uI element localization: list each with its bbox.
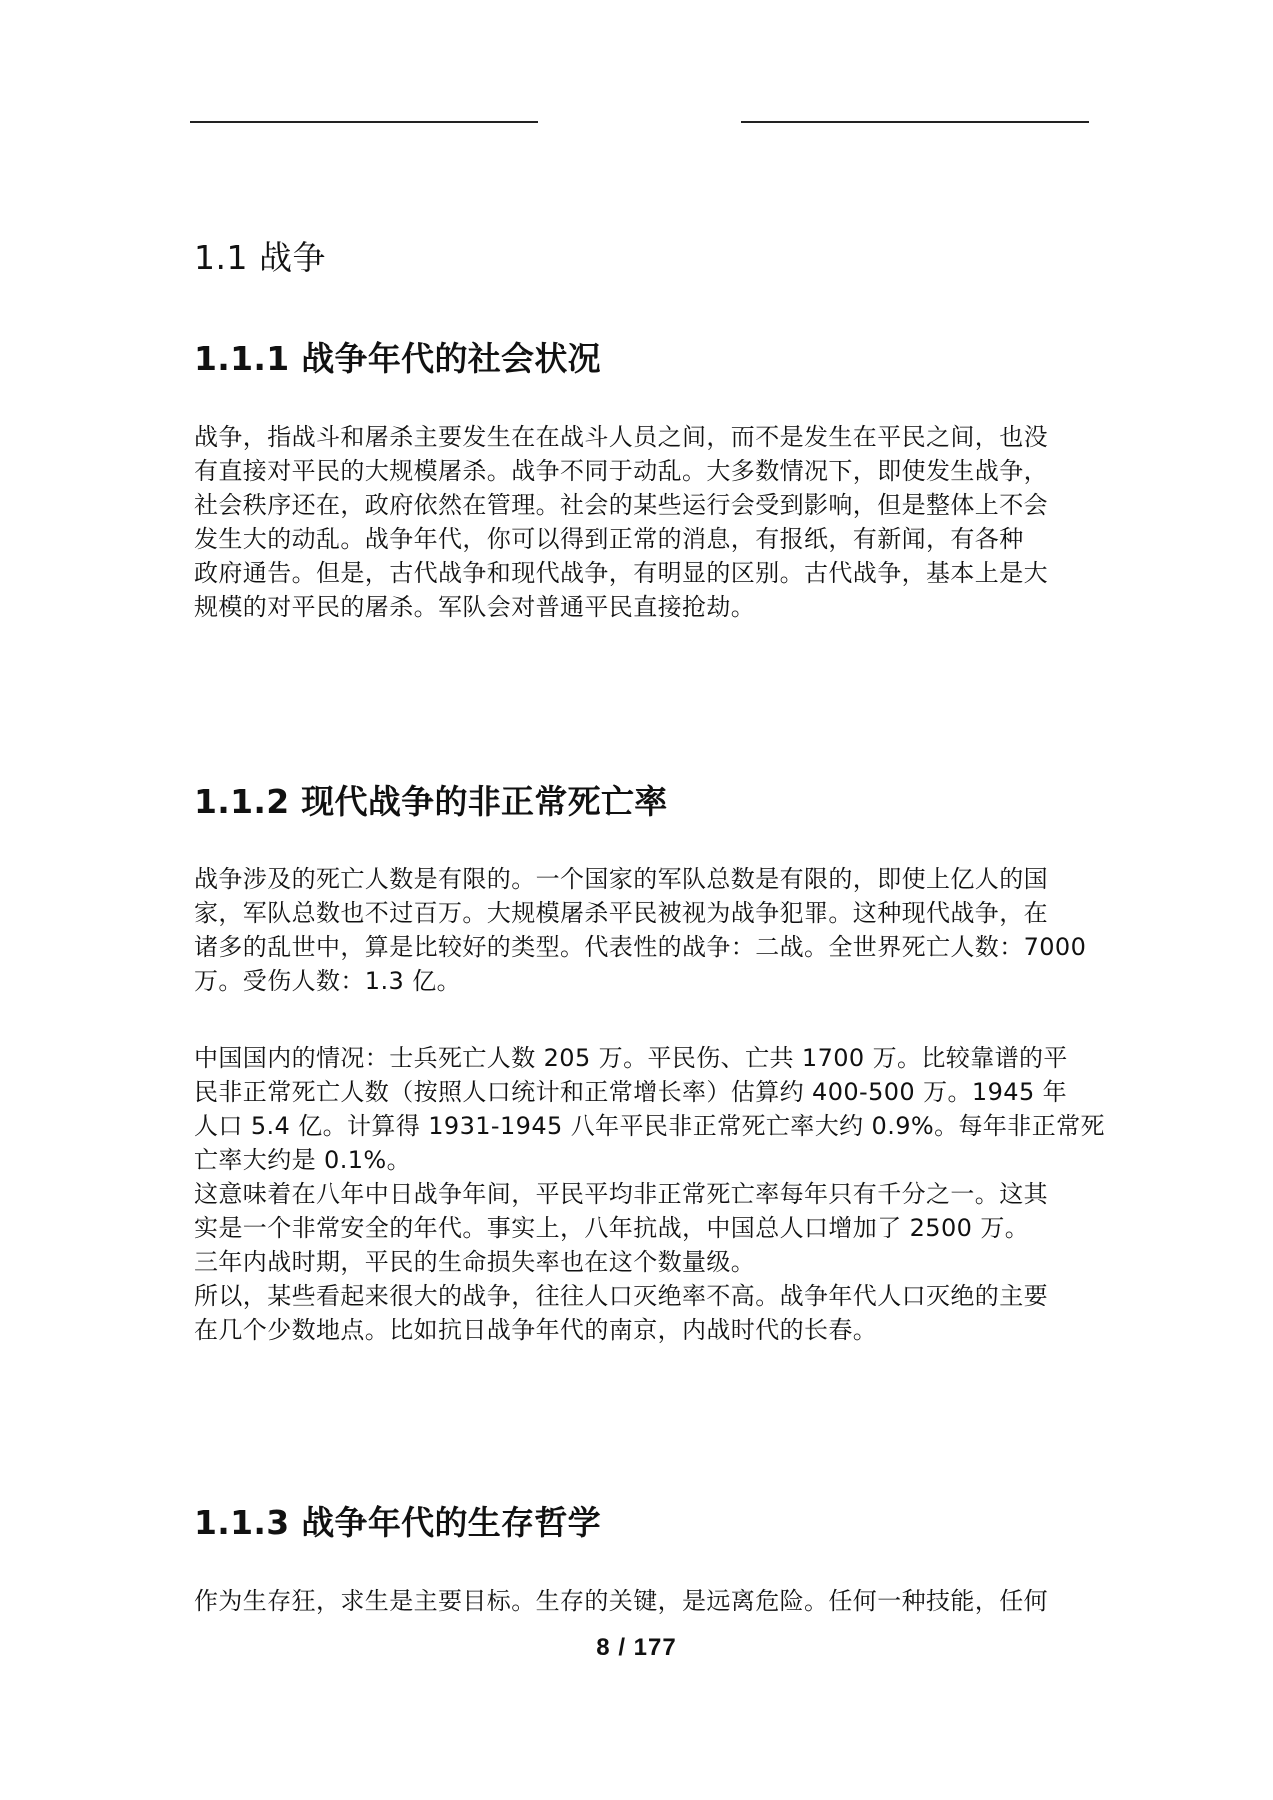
- text-line: 发生大的动乱。战争年代，你可以得到正常的消息，有报纸，有新闻，有各种: [194, 525, 1024, 553]
- header-rule-right: [741, 121, 1089, 123]
- text-line: 有直接对平民的大规模屠杀。战争不同于动乱。大多数情况下，即使发生战争，: [194, 457, 1048, 485]
- text-line: 所以，某些看起来很大的战争，往往人口灭绝率不高。战争年代人口灭绝的主要: [194, 1282, 1048, 1310]
- text-line: 诸多的乱世中，算是比较好的类型。代表性的战争：二战。全世界死亡人数：7000: [194, 933, 1087, 961]
- text-line: 万。受伤人数：1.3 亿。: [194, 967, 461, 995]
- text-line: 中国国内的情况：士兵死亡人数 205 万。平民伤、亡共 1700 万。比较靠谱的平: [194, 1044, 1068, 1072]
- text-line: 规模的对平民的屠杀。军队会对普通平民直接抢劫。: [194, 593, 756, 621]
- text-line: 实是一个非常安全的年代。事实上，八年抗战，中国总人口增加了 2500 万。: [194, 1214, 1030, 1242]
- subsection-title-1-1-1: 1.1.1 战争年代的社会状况: [194, 339, 601, 378]
- page-number: 8 / 177: [596, 1634, 677, 1661]
- text-line: 家，军队总数也不过百万。大规模屠杀平民被视为战争犯罪。这种现代战争，在: [194, 899, 1048, 927]
- subsection-title-1-1-3: 1.1.3 战争年代的生存哲学: [194, 1503, 601, 1542]
- subsection-title-1-1-2: 1.1.2 现代战争的非正常死亡率: [194, 782, 668, 821]
- text-line: 战争涉及的死亡人数是有限的。一个国家的军队总数是有限的，即使上亿人的国: [194, 865, 1048, 893]
- text-line: 社会秩序还在，政府依然在管理。社会的某些运行会受到影响，但是整体上不会: [194, 491, 1048, 519]
- text-line: 亡率大约是 0.1%。: [194, 1146, 412, 1174]
- section-title: 1.1 战争: [194, 238, 326, 277]
- paragraph-1-1-2-b: [194, 1041, 1105, 1347]
- text-line: 这意味着在八年中日战争年间，平民平均非正常死亡率每年只有千分之一。这其: [194, 1180, 1048, 1208]
- paragraph-1-1-1: [194, 420, 1090, 624]
- paragraph-1-1-3: [194, 1584, 1090, 1618]
- text-line: 政府通告。但是，古代战争和现代战争，有明显的区别。古代战争，基本上是大: [194, 559, 1048, 587]
- paragraph-1-1-2-a: [194, 862, 1090, 998]
- header-rule-left: [190, 121, 538, 123]
- text-line: 战争，指战斗和屠杀主要发生在在战斗人员之间，而不是发生在平民之间，也没: [194, 423, 1048, 451]
- text-line: 民非正常死亡人数（按照人口统计和正常增长率）估算约 400-500 万。1945 年: [194, 1078, 1068, 1106]
- text-line: 三年内战时期，平民的生命损失率也在这个数量级。: [194, 1248, 756, 1276]
- text-line: 作为生存狂，求生是主要目标。生存的关键，是远离危险。任何一种技能，任何: [194, 1587, 1048, 1615]
- text-line: 在几个少数地点。比如抗日战争年代的南京，内战时代的长春。: [194, 1316, 878, 1344]
- text-line: 人口 5.4 亿。计算得 1931-1945 八年平民非正常死亡率大约 0.9%。每年非正常死: [194, 1112, 1105, 1140]
